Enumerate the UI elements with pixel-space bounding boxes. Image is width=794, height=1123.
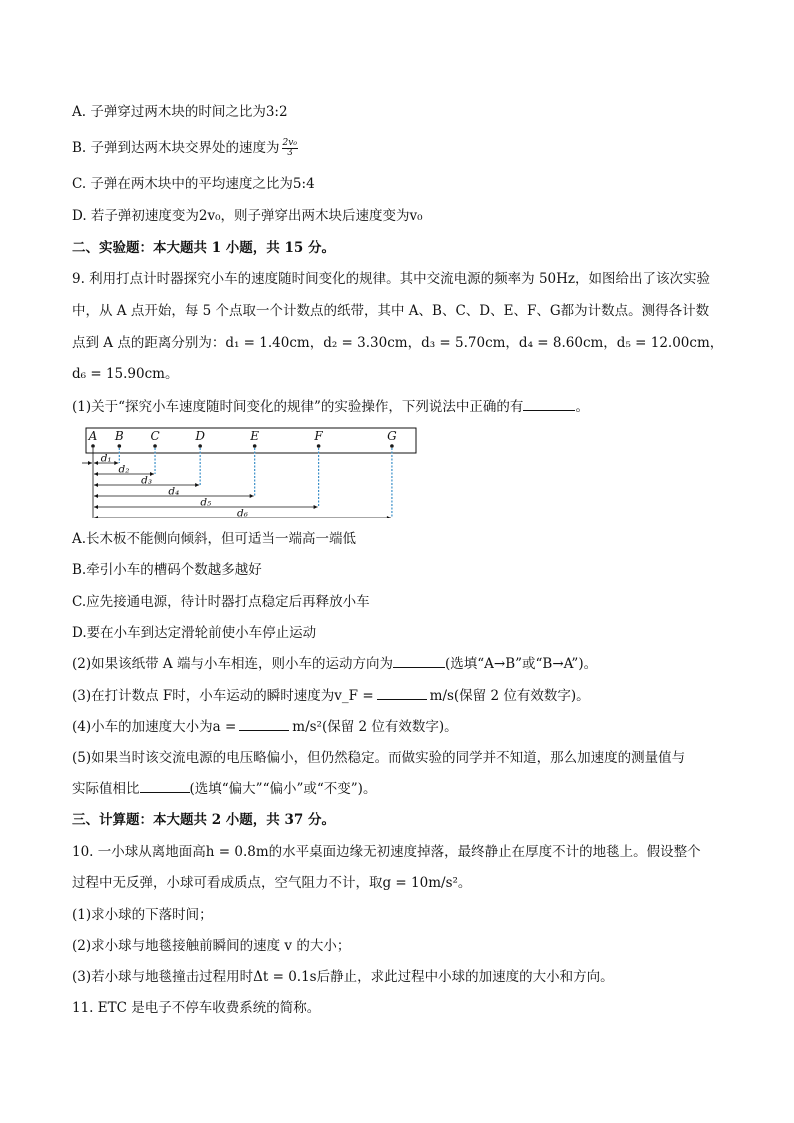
dimension-label-5: d₅ [200, 496, 212, 509]
point-label-a: A [88, 429, 98, 443]
q9-option-a: A.长木板不能侧向倾斜，但可适当一端高一端低 [72, 531, 357, 547]
answer-blank-1[interactable] [523, 398, 575, 411]
q9-line-3: 点到 A 点的距离分别为：d₁ = 1.40cm，d₂ = 3.30cm，d₃ = 5.70cm，d₄ = 8.60cm，d₅ = 12.00cm， [72, 335, 724, 351]
q9-sub-4 [72, 717, 458, 737]
q9-line-4: d₆ = 15.90cm。 [72, 366, 179, 382]
dimension-label-6: d₆ [236, 507, 248, 518]
point-dot-g [390, 444, 394, 448]
point-dot-b [118, 444, 122, 448]
point-label-b: B [114, 429, 124, 443]
section-3-heading: 三、计算题：本大题共 2 小题，共 37 分。 [72, 812, 335, 828]
q9-sub-1-end: 。 [575, 399, 589, 415]
dimension-arrow-right-4 [250, 494, 254, 498]
point-dot-f [317, 444, 321, 448]
dimension-arrow-left-4 [94, 494, 98, 498]
q9-sub-5-end: (选填“偏大”“偏小”或“不变”)。 [189, 781, 377, 797]
point-dot-d [198, 444, 202, 448]
lead-arrowhead [88, 461, 92, 465]
dimension-arrow-right-3 [195, 483, 199, 487]
q9-option-c: C.应先接通电源，待计时器打点稳定后再释放小车 [72, 594, 370, 610]
option-b [72, 138, 298, 158]
point-label-d: D [195, 429, 205, 443]
dimension-arrow-left-1 [94, 461, 98, 465]
answer-blank-3[interactable] [377, 687, 427, 700]
point-dot-a [91, 444, 95, 448]
option-d: D. 若子弹初速度变为2v₀，则子弹穿出两木块后速度变为v₀ [72, 208, 423, 224]
dimension-arrow-left-3 [94, 483, 98, 487]
q9-sub-3 [72, 686, 590, 706]
q9-sub-2-end: (选填“A→B”或“B→A”)。 [444, 656, 598, 672]
q9-sub-5-text: 实际值相比 [72, 781, 140, 797]
fraction-numerator: 2v₀ [282, 138, 297, 148]
q9-sub-2-text: (2)如果该纸带 A 端与小车相连，则小车的运动方向为 [72, 656, 393, 672]
dimension-arrow-right-6 [387, 516, 391, 518]
q9-sub-3-end: m/s(保留 2 位有效数字)。 [429, 688, 590, 704]
q9-sub-1 [72, 397, 589, 417]
q10-sub-3: (3)若小球与地毯撞击过程用时Δt = 0.1s后静止，求此过程中小球的加速度的大小和方向。 [72, 969, 614, 985]
q9-sub-5-line-1: (5)如果当时该交流电源的电压略偏小，但仍然稳定。而做实验的同学并不知道，那么加速度的测量值与 [72, 750, 686, 766]
point-label-f: F [314, 429, 323, 443]
fraction-denominator: 3 [286, 148, 293, 158]
q9-sub-2 [72, 654, 597, 674]
dimension-label-1: d₁ [100, 452, 112, 465]
q9-sub-3-text: (3)在打计数点 F时，小车运动的瞬时速度为v_F = [72, 688, 374, 704]
q10-sub-1: (1)求小球的下落时间； [72, 907, 213, 923]
q9-line-2: 中，从 A 点开始，每 5 个点取一个计数点的纸带，其中 A、B、C、D、E、F、G都为计数点。测得各计数 [72, 303, 710, 319]
point-dot-e [253, 444, 257, 448]
dimension-arrow-right-5 [314, 505, 318, 509]
q9-sub-1-text: (1)关于“探究小车速度随时间变化的规律”的实验操作，下列说法中正确的有 [72, 399, 524, 415]
q10-sub-2: (2)求小球与地毯接触前瞬间的速度 v 的大小； [72, 938, 351, 954]
q10-line-2: 过程中无反弹，小球可看成质点，空气阻力不计，取g = 10m/s²。 [72, 875, 472, 891]
answer-blank-2[interactable] [393, 655, 445, 668]
answer-blank-4[interactable] [239, 718, 289, 731]
option-a: A. 子弹穿过两木块的时间之比为3:2 [72, 104, 288, 120]
point-dot-c [153, 444, 157, 448]
option-b-fraction [282, 139, 298, 158]
dimension-label-4: d₄ [168, 485, 180, 498]
q9-line-1: 9. 利用打点计时器探究小车的速度随时间变化的规律。其中交流电源的频率为 50Hz，如图给出了该次实验 [72, 271, 711, 287]
dimension-arrow-left-2 [94, 472, 98, 476]
dimension-arrow-left-5 [94, 505, 98, 509]
point-label-c: C [150, 429, 160, 443]
option-c: C. 子弹在两木块中的平均速度之比为5:4 [72, 176, 315, 192]
q11-line-1: 11. ETC 是电子不停车收费系统的简称。 [72, 1000, 321, 1016]
q9-sub-5-line-2 [72, 779, 376, 799]
q10-line-1: 10. 一小球从离地面高h = 0.8m的水平桌面边缘无初速度掉落，最终静止在厚度不计的地毯上。假设整个 [72, 844, 701, 860]
q9-option-b: B.牵引小车的槽码个数越多越好 [72, 562, 262, 578]
q9-option-d: D.要在小车到达定滑轮前使小车停止运动 [72, 625, 317, 641]
dimension-label-3: d₃ [141, 474, 153, 487]
dimension-arrow-left-6 [94, 516, 98, 518]
answer-blank-5[interactable] [140, 780, 190, 793]
q9-sub-4-end: m/s²(保留 2 位有效数字)。 [292, 719, 458, 735]
q9-sub-4-text: (4)小车的加速度大小为a = [72, 719, 237, 735]
tape-diagram [80, 426, 420, 518]
section-2-heading: 二、实验题：本大题共 1 小题，共 15 分。 [72, 240, 335, 256]
option-b-text: B. 子弹到达两木块交界处的速度为 [72, 140, 280, 156]
dimension-label-2: d₂ [118, 463, 130, 476]
point-label-g: G [387, 429, 397, 443]
point-label-e: E [250, 429, 260, 443]
